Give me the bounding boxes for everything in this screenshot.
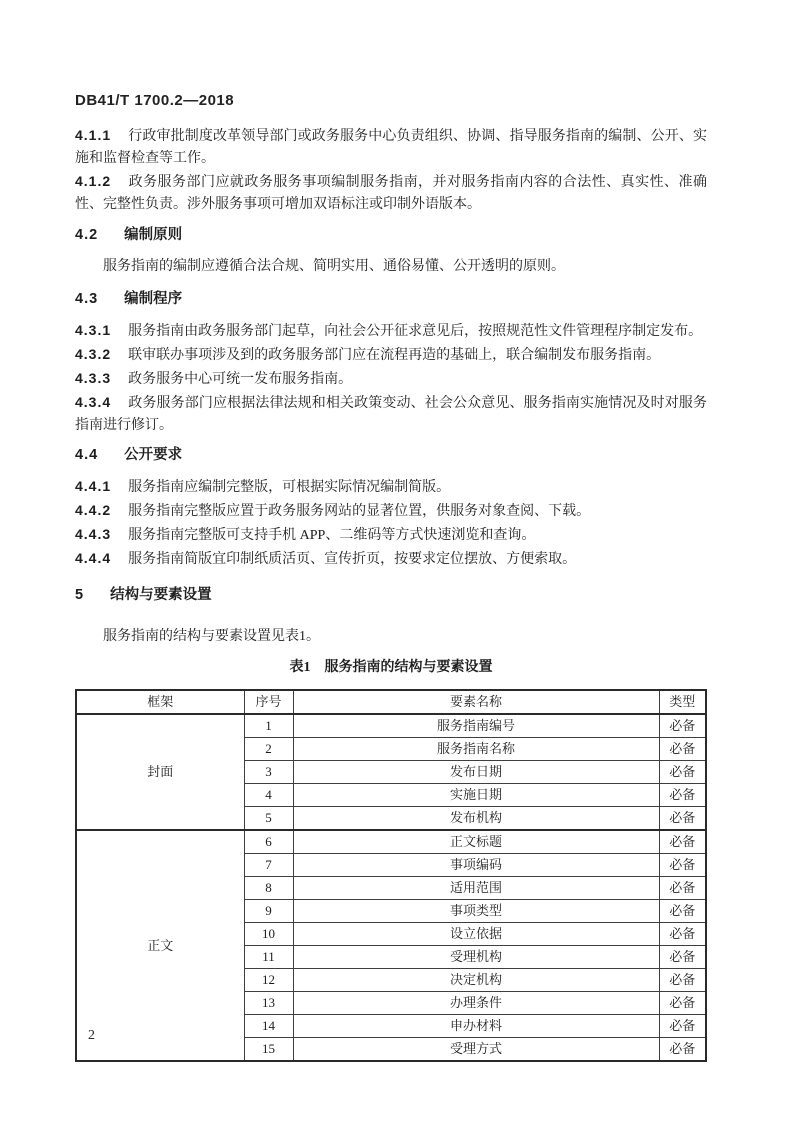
type-cell: 必备 [659,854,706,877]
row-number-cell: 8 [244,877,293,900]
clause-4-3-4 [75,391,707,437]
clause-4-4-1 [75,475,707,499]
section-number: 4.3 [75,291,99,307]
frame-group-cell: 封面 [76,714,244,830]
type-cell: 必备 [659,761,706,784]
paragraph-5 [75,626,707,648]
column-header-type: 类型 [659,690,706,714]
clause-number: 4.4.2 [75,502,112,518]
table-caption [75,657,707,679]
clause-4-4-2 [75,499,707,523]
clause-text: 服务指南完整版应置于政务服务网站的显著位置，供服务对象查阅、下载。 [128,504,591,519]
element-name-cell: 正文标题 [293,830,659,854]
section-heading-5 [75,584,707,606]
type-cell: 必备 [659,992,706,1015]
table-row [76,830,706,854]
clause-text: 联审联办事项涉及到的政务服务部门应在流程再造的基础上，联合编制发布服务指南。 [128,348,661,363]
row-number-cell: 10 [244,923,293,946]
section-title: 结构与要素设置 [110,587,212,603]
element-name-cell: 受理方式 [293,1038,659,1062]
element-name-cell: 办理条件 [293,992,659,1015]
elements-table-head [76,690,706,714]
table-row [76,714,706,738]
clause-text: 服务指南应编制完整版，可根据实际情况编制简版。 [128,480,451,495]
row-number-cell: 11 [244,946,293,969]
type-cell: 必备 [659,1038,706,1062]
table-caption-label: 表1 [289,660,311,675]
frame-group-cell: 正文 [76,830,244,1061]
row-number-cell: 9 [244,900,293,923]
element-name-cell: 适用范围 [293,877,659,900]
type-cell: 必备 [659,784,706,807]
row-number-cell: 6 [244,830,293,854]
page-number: 2 [88,1028,95,1043]
element-name-cell: 发布机构 [293,807,659,831]
section-number: 5 [75,587,85,603]
clause-text: 服务指南简版宜印制纸质活页、宣传折页，按要求定位摆放、方便索取。 [128,552,577,567]
type-cell: 必备 [659,714,706,738]
clause-number: 4.4.4 [75,550,112,566]
document-header [75,92,234,109]
table-caption-title: 服务指南的结构与要素设置 [324,660,493,675]
type-cell: 必备 [659,923,706,946]
section-number: 4.4 [75,447,99,463]
elements-table [75,689,707,1062]
clause-4-3-2 [75,343,707,367]
document-content [75,124,707,1062]
clause-4-3-3 [75,367,707,391]
clause-text: 政务服务部门应就政务服务事项编制服务指南，并对服务指南内容的合法性、真实性、准确性、完整性负责。涉外服务事项可增加双语标注或印制外语版本。 [75,175,707,212]
section-title: 公开要求 [124,447,183,463]
row-number-cell: 1 [244,714,293,738]
column-header-number: 序号 [244,690,293,714]
clause-text: 服务指南由政务服务部门起草，向社会公开征求意见后，按照规范性文件管理程序制定发布。 [128,324,703,339]
paragraph-text: 服务指南的编制应遵循合法合规、简明实用、通俗易懂、公开透明的原则。 [103,259,565,274]
section-heading-4-2 [75,224,707,246]
element-name-cell: 事项类型 [293,900,659,923]
section-number: 4.2 [75,227,99,243]
clause-number: 4.1.2 [75,173,112,189]
row-number-cell: 3 [244,761,293,784]
type-cell: 必备 [659,738,706,761]
column-header-element-name: 要素名称 [293,690,659,714]
element-name-cell: 发布日期 [293,761,659,784]
type-cell: 必备 [659,830,706,854]
element-name-cell: 受理机构 [293,946,659,969]
elements-table-body [76,714,706,1061]
row-number-cell: 7 [244,854,293,877]
clause-text: 政务服务中心可统一发布服务指南。 [128,372,353,387]
type-cell: 必备 [659,807,706,831]
element-name-cell: 申办材料 [293,1015,659,1038]
section-heading-4-4 [75,444,707,466]
clause-number: 4.3.2 [75,346,112,362]
element-name-cell: 决定机构 [293,969,659,992]
paragraph-4-2 [75,256,707,278]
element-name-cell: 事项编码 [293,854,659,877]
row-number-cell: 15 [244,1038,293,1062]
section-heading-4-3 [75,288,707,310]
table-header-row [76,690,706,714]
row-number-cell: 5 [244,807,293,831]
element-name-cell: 服务指南名称 [293,738,659,761]
type-cell: 必备 [659,969,706,992]
element-name-cell: 实施日期 [293,784,659,807]
row-number-cell: 4 [244,784,293,807]
type-cell: 必备 [659,1015,706,1038]
clause-text: 行政审批制度改革领导部门或政务服务中心负责组织、协调、指导服务指南的编制、公开、实施和监督检查等工作。 [75,129,707,166]
clause-4-4-4 [75,547,707,571]
clause-number: 4.3.3 [75,370,112,386]
clause-4-3-1 [75,319,707,343]
row-number-cell: 2 [244,738,293,761]
clause-4-4-3 [75,523,707,547]
section-title: 编制原则 [124,227,183,243]
type-cell: 必备 [659,946,706,969]
clause-number: 4.4.3 [75,526,112,542]
column-header-frame: 框架 [76,690,244,714]
clause-number: 4.3.4 [75,394,112,410]
row-number-cell: 13 [244,992,293,1015]
clause-number: 4.1.1 [75,127,112,143]
row-number-cell: 14 [244,1015,293,1038]
clause-number: 4.4.1 [75,478,112,494]
clause-4-1-2 [75,170,707,216]
row-number-cell: 12 [244,969,293,992]
element-name-cell: 服务指南编号 [293,714,659,738]
type-cell: 必备 [659,877,706,900]
clause-text: 政务服务部门应根据法律法规和相关政策变动、社会公众意见、服务指南实施情况及时对服务指南进行修订。 [75,396,707,433]
clause-text: 服务指南完整版可支持手机 APP、二维码等方式快速浏览和查询。 [128,528,536,543]
clause-4-1-1 [75,124,707,170]
clause-number: 4.3.1 [75,322,112,338]
section-title: 编制程序 [124,291,183,307]
type-cell: 必备 [659,900,706,923]
standard-number: DB41/T 1700.2—2018 [75,92,235,109]
paragraph-text: 服务指南的结构与要素设置见表1。 [103,629,320,644]
element-name-cell: 设立依据 [293,923,659,946]
